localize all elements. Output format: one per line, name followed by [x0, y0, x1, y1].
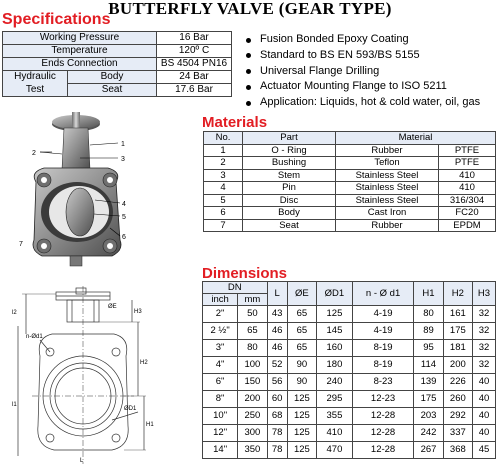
- cell: 161: [443, 306, 472, 323]
- table-row: [203, 323, 496, 340]
- cell: Seat: [243, 219, 336, 232]
- cell: 160: [317, 340, 353, 357]
- table-row: [203, 306, 496, 323]
- cell: 78: [267, 425, 287, 442]
- list-item: Universal Flange Drilling: [242, 64, 480, 80]
- cell-inch: 2 ½": [203, 323, 238, 340]
- cell: 12-23: [352, 391, 414, 408]
- cell: 470: [317, 442, 353, 459]
- list-item: Fusion Bonded Epoxy Coating: [242, 32, 480, 48]
- cell-inch: 2": [203, 306, 238, 323]
- column-header-h1: H1: [414, 282, 443, 306]
- cell: 8-19: [352, 357, 414, 374]
- cell-mm: 300: [238, 425, 267, 442]
- column-header-od1: ØD1: [317, 282, 353, 306]
- label-h2: H2: [140, 360, 148, 366]
- label-l: L: [80, 458, 84, 464]
- cell: 32: [473, 306, 496, 323]
- cell: 12-28: [352, 425, 414, 442]
- cell: 226: [443, 374, 472, 391]
- cell: 6: [204, 207, 243, 220]
- spec-value: 120º C: [157, 45, 232, 58]
- cell-mm: 50: [238, 306, 267, 323]
- label-h3: H3: [134, 309, 142, 315]
- cell: 40: [473, 425, 496, 442]
- label-h1: H1: [146, 422, 154, 428]
- cell-inch: 4": [203, 357, 238, 374]
- cell: Body: [243, 207, 336, 220]
- cell: 4: [204, 182, 243, 195]
- table-row: [3, 45, 232, 58]
- cell: 68: [267, 408, 287, 425]
- spec-label: Working Pressure: [3, 32, 157, 45]
- cell-mm: 250: [238, 408, 267, 425]
- list-item: Standard to BS EN 593/BS 5155: [242, 48, 480, 64]
- callout-3: 3: [121, 156, 125, 163]
- column-header-inch: inch: [203, 294, 238, 306]
- cell: O - Ring: [243, 144, 336, 157]
- callout-1: 1: [121, 141, 125, 148]
- cell: 410: [317, 425, 353, 442]
- cell: 181: [443, 340, 472, 357]
- cell-inch: 3": [203, 340, 238, 357]
- cell: 180: [317, 357, 353, 374]
- cell: 43: [267, 306, 287, 323]
- table-header-row: [204, 132, 496, 145]
- test-label: Test: [3, 84, 68, 97]
- cell: Teflon: [336, 157, 439, 170]
- cell: PTFE: [438, 144, 495, 157]
- dimensions-table: [202, 281, 496, 459]
- cell-mm: 80: [238, 340, 267, 357]
- specifications-heading: Specifications: [2, 11, 111, 28]
- cell: 114: [414, 357, 443, 374]
- dimensions-heading: Dimensions: [202, 265, 288, 282]
- cell: 40: [473, 391, 496, 408]
- cell: 316/304: [438, 194, 495, 207]
- cell: 95: [414, 340, 443, 357]
- cell: 12-28: [352, 442, 414, 459]
- column-header-n-od1: n - Ø d1: [352, 282, 414, 306]
- cell: 60: [267, 391, 287, 408]
- cell: 40: [473, 408, 496, 425]
- label-oe: ØE: [108, 304, 117, 310]
- cell-mm: 100: [238, 357, 267, 374]
- label-n-od1: n-Ød1: [26, 334, 43, 340]
- cell: 125: [287, 425, 316, 442]
- cell: 78: [267, 442, 287, 459]
- cell: 4-19: [352, 306, 414, 323]
- features-list: [242, 32, 480, 111]
- label-l2: l2: [12, 310, 17, 316]
- cell: 295: [317, 391, 353, 408]
- table-row: [203, 391, 496, 408]
- cell: 5: [204, 194, 243, 207]
- column-header-mm: mm: [238, 294, 267, 306]
- cell: Disc: [243, 194, 336, 207]
- cell: 32: [473, 340, 496, 357]
- cell: 125: [317, 306, 353, 323]
- cell: 45: [473, 442, 496, 459]
- materials-table: [203, 131, 496, 232]
- cell: 7: [204, 219, 243, 232]
- table-row: [203, 425, 496, 442]
- table-row: [204, 182, 496, 195]
- cell: PTFE: [438, 157, 495, 170]
- cell: 2: [204, 157, 243, 170]
- cell: 52: [267, 357, 287, 374]
- cell: Cast Iron: [336, 207, 439, 220]
- table-row: [204, 219, 496, 232]
- cell: 355: [317, 408, 353, 425]
- cell-mm: 350: [238, 442, 267, 459]
- cell: 65: [287, 306, 316, 323]
- cell: Pin: [243, 182, 336, 195]
- materials-heading: Materials: [202, 114, 268, 131]
- list-item: Application: Liquids, hot & cold water, oil, gas: [242, 95, 480, 111]
- cell: Stainless Steel: [336, 194, 439, 207]
- callout-2: 2: [32, 150, 36, 157]
- cell-mm: 65: [238, 323, 267, 340]
- label-l1: l1: [12, 402, 17, 408]
- table-row: [204, 194, 496, 207]
- table-row: [203, 408, 496, 425]
- cell: 46: [267, 340, 287, 357]
- cell: Stainless Steel: [336, 182, 439, 195]
- cell: 267: [414, 442, 443, 459]
- cell: 410: [438, 182, 495, 195]
- callout-7: 7: [19, 241, 23, 248]
- cell: 337: [443, 425, 472, 442]
- column-header-no: No.: [204, 132, 243, 145]
- table-header-row: [203, 282, 496, 294]
- spec-label: Temperature: [3, 45, 157, 58]
- hydraulic-label: Hydraulic: [3, 71, 68, 84]
- hydraulic-body-label: Body: [68, 71, 157, 84]
- specifications-table: [2, 31, 232, 97]
- cell: 89: [414, 323, 443, 340]
- cell: 292: [443, 408, 472, 425]
- cell: 90: [287, 357, 316, 374]
- column-header-h3: H3: [473, 282, 496, 306]
- cell-inch: 10": [203, 408, 238, 425]
- page-title: BUTTERFLY VALVE (GEAR TYPE): [108, 0, 392, 18]
- spec-value: 16 Bar: [157, 32, 232, 45]
- cell: 410: [438, 169, 495, 182]
- table-row: [3, 71, 232, 84]
- cell-inch: 8": [203, 391, 238, 408]
- cell: 125: [287, 442, 316, 459]
- cell: 65: [287, 340, 316, 357]
- callout-6: 6: [122, 234, 126, 241]
- list-item: Actuator Mounting Flange to ISO 5211: [242, 79, 480, 95]
- table-row: [204, 144, 496, 157]
- cell: 3: [204, 169, 243, 182]
- cell: 56: [267, 374, 287, 391]
- cell: 1: [204, 144, 243, 157]
- cell: 175: [443, 323, 472, 340]
- cell: 65: [287, 323, 316, 340]
- column-header-dn: DN: [203, 282, 268, 294]
- cell: 260: [443, 391, 472, 408]
- column-header-oe: ØE: [287, 282, 316, 306]
- cell: Rubber: [336, 144, 439, 157]
- hydraulic-seat-value: 17.6 Bar: [157, 84, 232, 97]
- cell: Stainless Steel: [336, 169, 439, 182]
- cell: 8-19: [352, 340, 414, 357]
- cell: 125: [287, 408, 316, 425]
- table-row: [203, 357, 496, 374]
- cell: EPDM: [438, 219, 495, 232]
- label-od1: ØD1: [124, 406, 137, 412]
- table-row: [204, 207, 496, 220]
- cell-mm: 150: [238, 374, 267, 391]
- table-row: [203, 340, 496, 357]
- callout-5: 5: [122, 214, 126, 221]
- cell: 242: [414, 425, 443, 442]
- table-row: [3, 58, 232, 71]
- table-row: [204, 157, 496, 170]
- cell: 139: [414, 374, 443, 391]
- table-row: [3, 32, 232, 45]
- cell: 4-19: [352, 323, 414, 340]
- hydraulic-body-value: 24 Bar: [157, 71, 232, 84]
- cell: 200: [443, 357, 472, 374]
- technical-drawing: [12, 286, 190, 466]
- table-row: [203, 374, 496, 391]
- cell: 32: [473, 323, 496, 340]
- cell: 80: [414, 306, 443, 323]
- callout-4: 4: [122, 201, 126, 208]
- column-header-part: Part: [243, 132, 336, 145]
- cell: 46: [267, 323, 287, 340]
- spec-value: BS 4504 PN16: [157, 58, 232, 71]
- column-header-material: Material: [336, 132, 496, 145]
- table-row: [203, 442, 496, 459]
- cell: 368: [443, 442, 472, 459]
- cell: 12-28: [352, 408, 414, 425]
- column-header-l: L: [267, 282, 287, 306]
- table-row: [3, 84, 232, 97]
- cell: 240: [317, 374, 353, 391]
- cell: 145: [317, 323, 353, 340]
- cell: 32: [473, 357, 496, 374]
- cell-inch: 6": [203, 374, 238, 391]
- hydraulic-seat-label: Seat: [68, 84, 157, 97]
- cell: 8-23: [352, 374, 414, 391]
- cell-inch: 14": [203, 442, 238, 459]
- cell: Stem: [243, 169, 336, 182]
- spec-label: Ends Connection: [3, 58, 157, 71]
- valve-illustration: [0, 110, 200, 280]
- cell: 40: [473, 374, 496, 391]
- cell: FC20: [438, 207, 495, 220]
- cell: Bushing: [243, 157, 336, 170]
- cell: Rubber: [336, 219, 439, 232]
- cell: 175: [414, 391, 443, 408]
- cell: 125: [287, 391, 316, 408]
- dimensions-body: [203, 306, 496, 459]
- cell-mm: 200: [238, 391, 267, 408]
- table-row: [204, 169, 496, 182]
- cell: 90: [287, 374, 316, 391]
- cell: 203: [414, 408, 443, 425]
- column-header-h2: H2: [443, 282, 472, 306]
- cell-inch: 12": [203, 425, 238, 442]
